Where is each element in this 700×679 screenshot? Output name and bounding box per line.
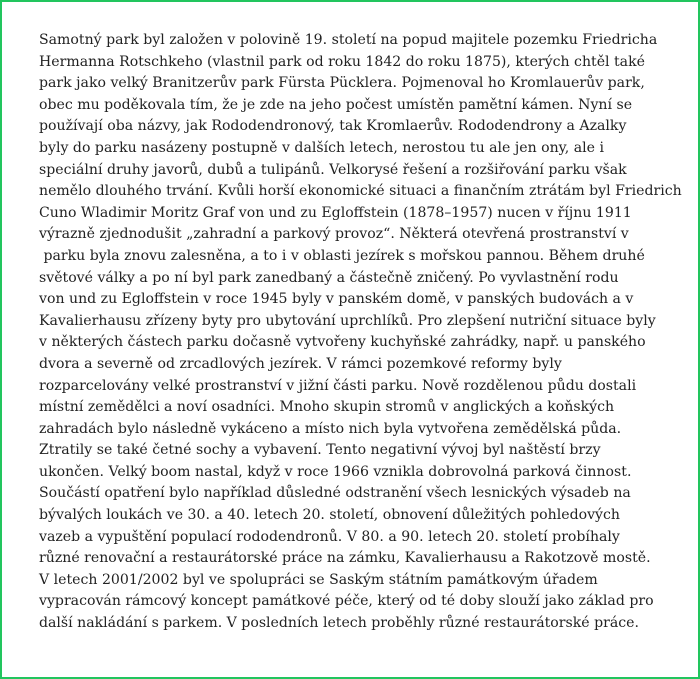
text-line: nemělo dlouhého trvání. Kvůli horší ekonomické situaci a finančním ztrátám byl Friedrich	[39, 183, 682, 200]
text-line: světové války a po ní byl park zanedbaný a částečně zničený. Po vyvlastnění rodu	[39, 269, 619, 286]
text-line: Součástí opatření bylo například důsledné odstranění všech lesnických výsadeb na	[39, 485, 631, 502]
text-line: dvora a severně od zrcadlových jezírek. V rámci pozemkové reformy byly	[39, 355, 562, 372]
paragraph	[39, 30, 689, 635]
text-line: bývalých loukách ve 30. a 40. letech 20. století, obnovení důležitých pohledových	[39, 507, 620, 524]
text-line: Kavalierhausu zřízeny byty pro ubytování uprchlíků. Pro zlepšení nutriční situace byly	[39, 312, 656, 329]
text-line: Cuno Wladimir Moritz Graf von und zu Egloffstein (1878–1957) nucen v říjnu 1911	[39, 204, 632, 221]
text-line: místní zemědělci a noví osadníci. Mnoho skupin stromů v anglických a koňských	[39, 399, 615, 416]
text-line: Ztratily se také četné sochy a vybavení. Tento negativní vývoj byl naštěstí brzy	[39, 442, 601, 459]
text-line: Samotný park byl založen v polovině 19. století na popud majitele pozemku Friedricha	[39, 32, 658, 48]
text-line: další nakládání s parkem. V posledních letech proběhly různé restaurátorské práce.	[39, 615, 639, 632]
text-line: zahradách bylo následně vykáceno a místo nich byla vytvořena zemědělská půda.	[39, 420, 622, 437]
text-line: byly do parku nasázeny postupně v dalších letech, nerostou tu ale jen ony, ale i	[39, 139, 604, 156]
text-line: používají oba názvy, jak Rododendronový, tak Kromlaerův. Rododendrony a Azalky	[39, 118, 627, 135]
text-line: výrazně zjednodušit „zahradní a parkový provoz“. Některá otevřená prostranství v	[39, 226, 629, 243]
text-line: rozparcelovány velké prostranství v jižní části parku. Nově rozdělenou půdu dostali	[39, 377, 637, 394]
text-line: obec mu poděkovala tím, že je zde na jeho počest umístěn pamětní kámen. Nyní se	[39, 96, 633, 113]
text-line: parku byla znovu zalesněna, a to i v oblasti jezírek s mořskou pannou. Během druhé	[39, 247, 645, 264]
text-line: von und zu Egloffstein v roce 1945 byly v panském domě, v panských budovách a v	[39, 291, 634, 308]
text-line: ukončen. Velký boom nastal, když v roce 1966 vznikla dobrovolná parková činnost.	[39, 463, 632, 480]
text-line: park jako velký Branitzerův park Fürsta Pücklera. Pojmenoval ho Kromlauerův park,	[39, 75, 645, 92]
text-line: v některých částech parku dočasně vytvořeny kuchyňské zahrádky, např. u panského	[39, 334, 646, 351]
text-line: V letech 2001/2002 byl ve spolupráci se Saským státním památkovým úřadem	[39, 571, 598, 588]
text-line: různé renovační a restaurátorské práce na zámku, Kavalierhausu a Rakotzově mostě.	[39, 550, 651, 567]
text-line: Hermanna Rotschkeho (vlastnil park od roku 1842 do roku 1875), kterých chtěl také	[39, 53, 645, 70]
text-line: speciální druhy javorů, dubů a tulipánů. Velkorysé řešení a rozšiřování parku však	[39, 161, 627, 178]
text-line: vazeb a vypuštění populací rododendronů. V 80. a 90. letech 20. století probíhaly	[39, 528, 620, 545]
text-line: vypracován rámcový koncept památkové péče, který od té doby slouží jako základ pro	[39, 593, 654, 610]
